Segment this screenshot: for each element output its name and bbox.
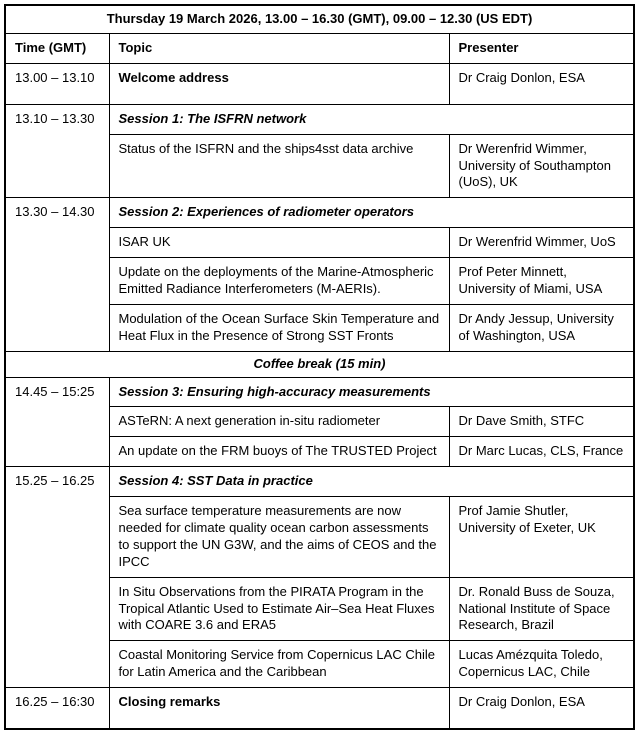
agenda-table (4, 4, 635, 730)
agenda-title-row (5, 5, 634, 33)
topic-cell: In Situ Observations from the PIRATA Program in the Tropical Atlantic Used to Estimate Air–Sea Heat Fluxes with COARE 3.6 and ERA5 (109, 577, 449, 641)
column-header-row (5, 33, 634, 63)
table-row-closing (5, 688, 634, 730)
topic-cell: Welcome address (109, 63, 449, 104)
coffee-break-row (5, 351, 634, 377)
agenda-title: Thursday 19 March 2026, 13.00 – 16.30 (GMT), 09.00 – 12.30 (US EDT) (5, 5, 634, 33)
topic-cell: ISAR UK (109, 228, 449, 258)
time-cell: 15.25 – 16.25 (5, 467, 109, 688)
session-title-cell: Session 4: SST Data in practice (109, 467, 634, 497)
topic-cell: Status of the ISFRN and the ships4sst data archive (109, 134, 449, 198)
table-row-session4-title (5, 467, 634, 497)
topic-cell: Closing remarks (109, 688, 449, 730)
topic-cell: An update on the FRM buoys of The TRUSTED Project (109, 437, 449, 467)
presenter-cell: Lucas Amézquita Toledo, Copernicus LAC, Chile (449, 641, 634, 688)
presenter-cell: Prof Peter Minnett, University of Miami, USA (449, 258, 634, 305)
topic-cell: Update on the deployments of the Marine-Atmospheric Emitted Radiance Interferometers (M-AERIs). (109, 258, 449, 305)
table-row-session2-title (5, 198, 634, 228)
presenter-cell: Dr Craig Donlon, ESA (449, 688, 634, 730)
column-header-presenter: Presenter (449, 33, 634, 63)
table-row-welcome (5, 63, 634, 104)
column-header-topic: Topic (109, 33, 449, 63)
presenter-cell: Dr Werenfrid Wimmer, University of Southampton (UoS), UK (449, 134, 634, 198)
presenter-cell: Dr Marc Lucas, CLS, France (449, 437, 634, 467)
presenter-cell: Dr Dave Smith, STFC (449, 407, 634, 437)
topic-cell: Sea surface temperature measurements are now needed for climate quality ocean carbon assessments to support the UN G3W, and the aims of CEOS and the IPCC (109, 497, 449, 578)
table-row-session1-title (5, 104, 634, 134)
session-title-cell: Session 3: Ensuring high-accuracy measurements (109, 377, 634, 407)
time-cell: 13.00 – 13.10 (5, 63, 109, 104)
time-cell: 14.45 – 15:25 (5, 377, 109, 467)
presenter-cell: Dr Werenfrid Wimmer, UoS (449, 228, 634, 258)
coffee-break-cell: Coffee break (15 min) (5, 351, 634, 377)
session-title-cell: Session 2: Experiences of radiometer operators (109, 198, 634, 228)
session-title-cell: Session 1: The ISFRN network (109, 104, 634, 134)
presenter-cell: Dr Andy Jessup, University of Washington, USA (449, 304, 634, 351)
time-cell: 13.10 – 13.30 (5, 104, 109, 198)
topic-cell: Coastal Monitoring Service from Copernicus LAC Chile for Latin America and the Caribbean (109, 641, 449, 688)
column-header-time: Time (GMT) (5, 33, 109, 63)
topic-cell: Modulation of the Ocean Surface Skin Temperature and Heat Flux in the Presence of Strong SST Fronts (109, 304, 449, 351)
time-cell: 13.30 – 14.30 (5, 198, 109, 351)
presenter-cell: Dr. Ronald Buss de Souza, National Institute of Space Research, Brazil (449, 577, 634, 641)
time-cell: 16.25 – 16:30 (5, 688, 109, 730)
presenter-cell: Prof Jamie Shutler, University of Exeter, UK (449, 497, 634, 578)
table-row-session3-title (5, 377, 634, 407)
topic-cell: ASTeRN: A next generation in-situ radiometer (109, 407, 449, 437)
presenter-cell: Dr Craig Donlon, ESA (449, 63, 634, 104)
